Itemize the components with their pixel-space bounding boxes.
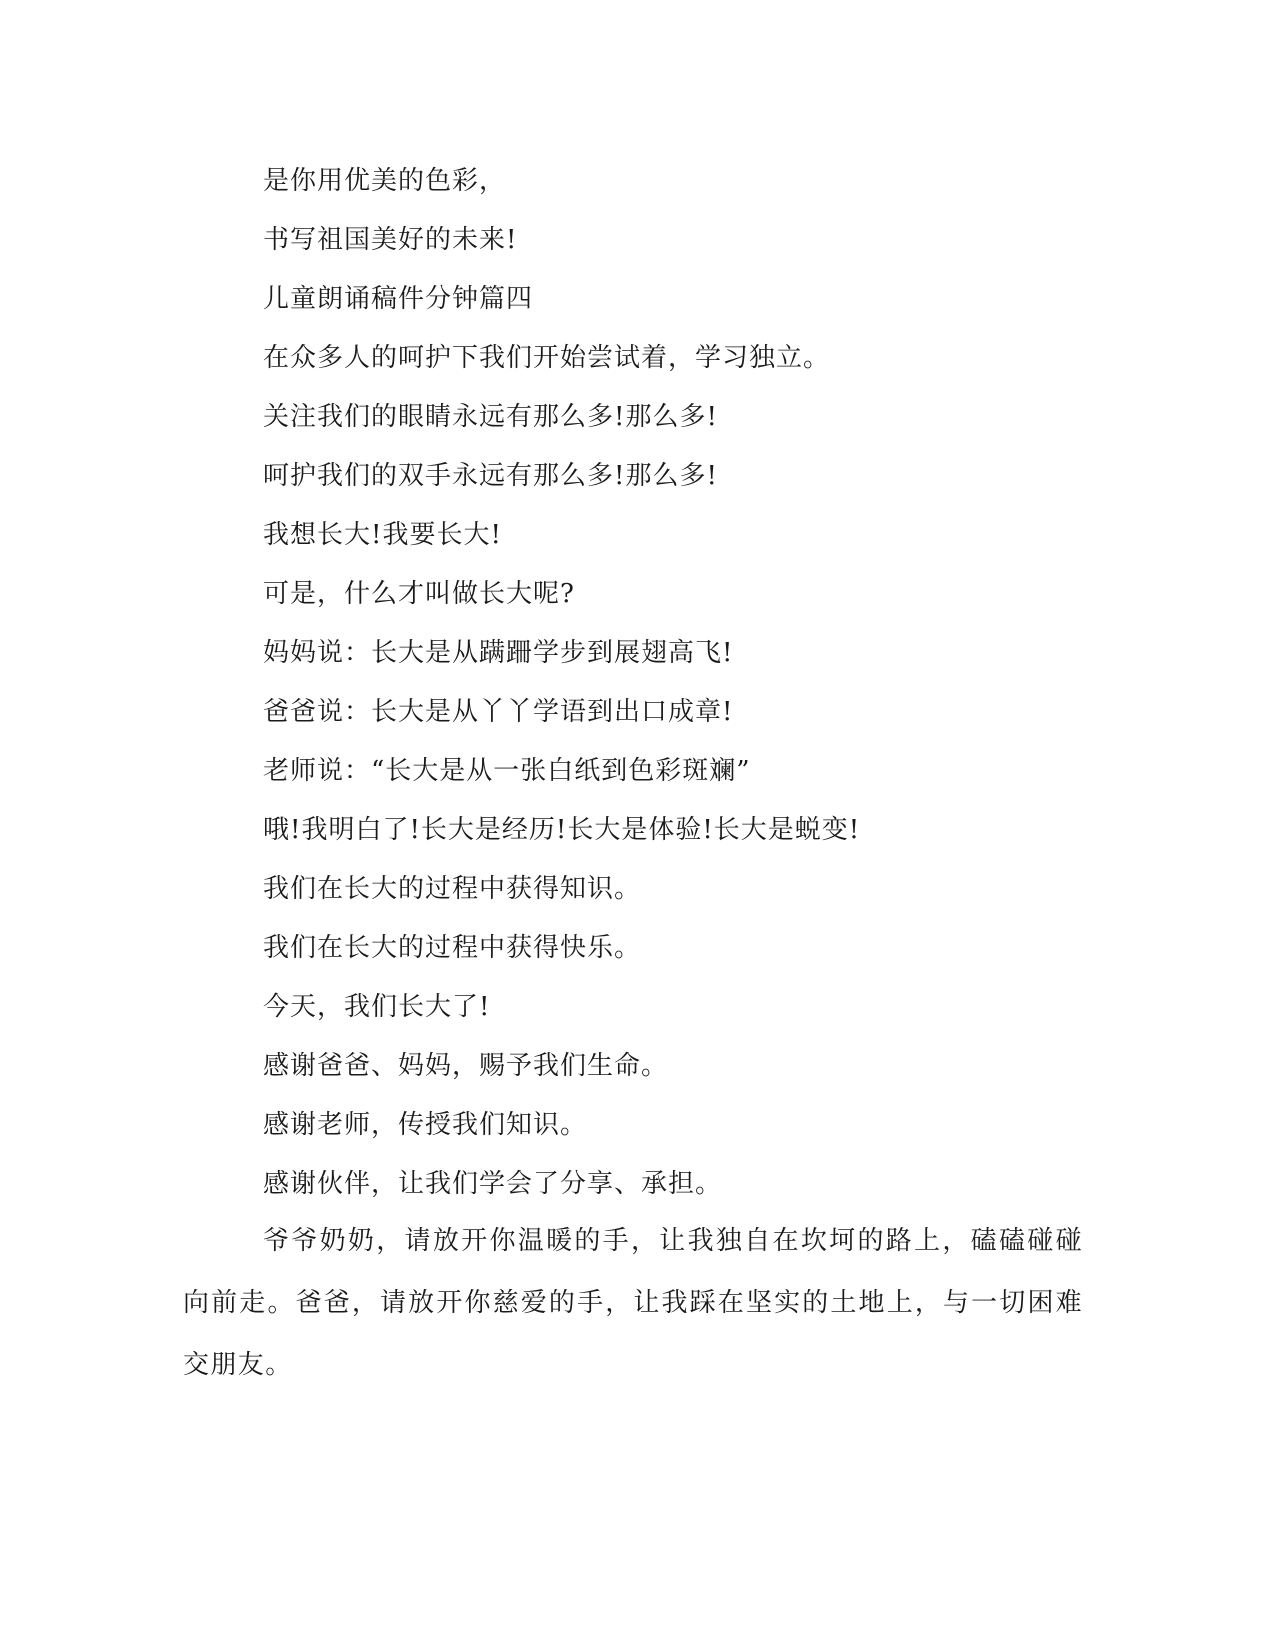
text-line: 感谢老师，传授我们知识。 — [263, 1110, 588, 1140]
text-line: 书写祖国美好的未来! — [263, 225, 518, 255]
text-line: 可是，什么才叫做长大呢? — [263, 579, 575, 609]
text-line: 哦!我明白了!长大是经历!长大是体验!长大是蜕变! — [263, 815, 861, 845]
text-line: 在众多人的呵护下我们开始尝试着，学习独立。 — [263, 343, 831, 373]
closing-paragraph: 爷爷奶奶，请放开你温暖的手，让我独自在坎坷的路上，磕磕碰碰向前走。爸爸，请放开你慈爱的手，让我踩在坚实的土地上，与一切困难交朋友。 — [183, 1226, 1083, 1380]
section-heading: 儿童朗诵稿件分钟篇四 — [263, 284, 534, 314]
text-line: 今天，我们长大了! — [263, 992, 491, 1022]
text-line: 呵护我们的双手永远有那么多!那么多! — [263, 461, 718, 491]
text-line: 感谢伙伴，让我们学会了分享、承担。 — [263, 1169, 723, 1199]
text-line: 关注我们的眼睛永远有那么多!那么多! — [263, 402, 718, 432]
text-line: 妈妈说：长大是从蹒跚学步到展翅高飞! — [263, 638, 734, 668]
text-line: 感谢爸爸、妈妈，赐予我们生命。 — [263, 1051, 669, 1081]
text-line: 老师说：“长大是从一张白纸到色彩斑斓” — [263, 756, 751, 786]
text-line: 是你用优美的色彩， — [263, 166, 507, 196]
text-line: 我们在长大的过程中获得快乐。 — [263, 933, 642, 963]
text-line: 我们在长大的过程中获得知识。 — [263, 874, 642, 904]
text-line: 我想长大!我要长大! — [263, 520, 502, 550]
text-line: 爸爸说：长大是从丫丫学语到出口成章! — [263, 697, 734, 727]
